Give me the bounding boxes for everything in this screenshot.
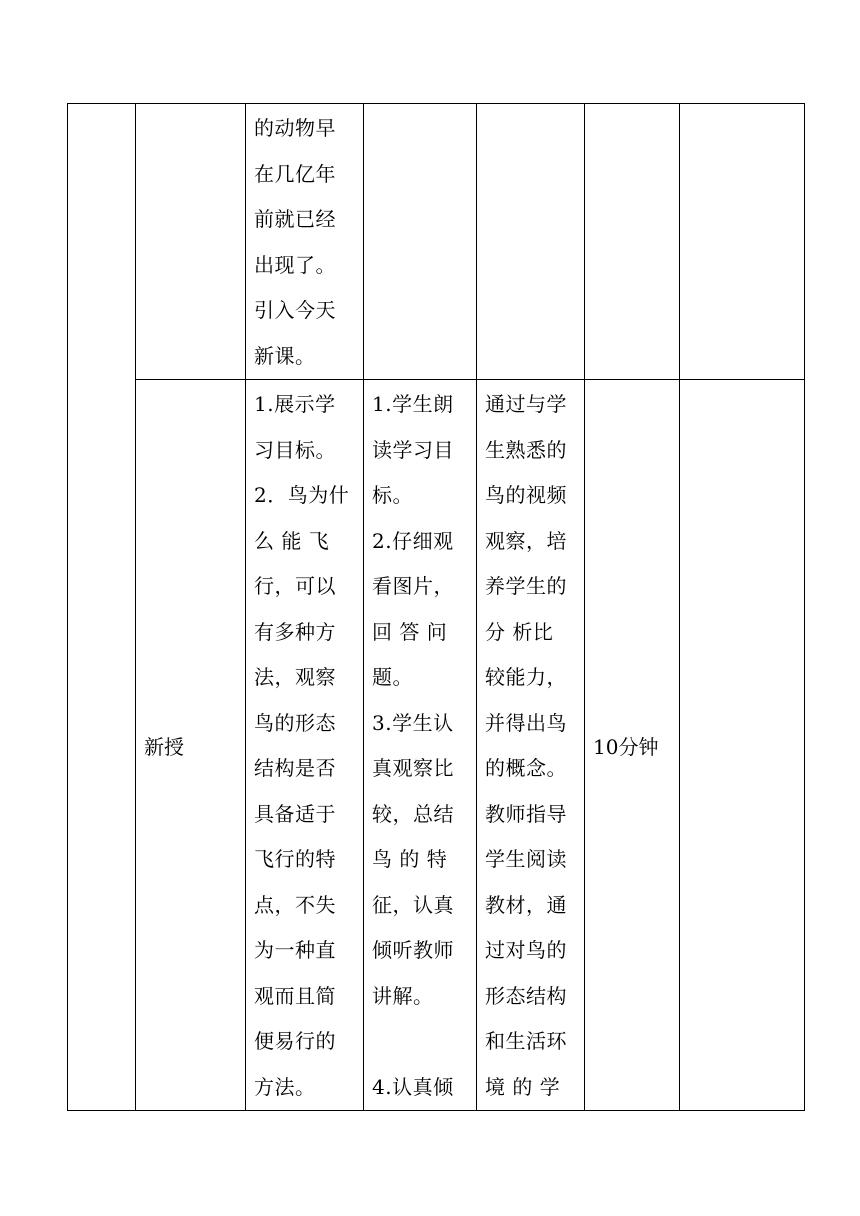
lesson-plan-table (67, 103, 805, 1111)
table-cell (136, 104, 246, 380)
table-cell (477, 104, 585, 380)
table-row (68, 380, 805, 1111)
table-cell (680, 380, 805, 1111)
table-cell-student-activity (364, 380, 477, 1111)
table-cell (585, 104, 680, 380)
table-cell-stage (136, 380, 246, 1111)
table-cell-design-intent (477, 380, 585, 1111)
stage-label: 新授 (144, 734, 184, 759)
design-intent-text: 通过与学 生熟悉的 鸟的视频 观察，培 养学生的 分 析比 较能力， 并得出鸟 的概念。 教师指导 学生阅读 教材，通 过对鸟的 形态结构 和生活环 境 的 学 (485, 392, 567, 1099)
time-label: 10分钟 (593, 734, 659, 759)
table-cell-time (585, 380, 680, 1111)
intro-text: 的动物早 在几亿年 前就已经 出现了。 引入今天 新课。 (254, 116, 336, 368)
table-cell-teacher-activity (246, 104, 364, 380)
table-cell (680, 104, 805, 380)
table-row (68, 104, 805, 380)
table-cell-teacher-activity (246, 380, 364, 1111)
student-activity-text: 1.学生朗 读学习目 标。 2.仔细观 看图片， 回 答 问 题。 3.学生认 真观察比 较，总结 鸟 的 特 征，认真 倾听教师 讲解。 4.认真倾 (372, 392, 454, 1099)
table-cell-section (68, 104, 136, 1111)
table-cell (364, 104, 477, 380)
teacher-activity-text: 1.展示学 习目标。 2．鸟为什 么 能 飞 行，可以 有多种方 法，观察 鸟的形态 结构是否 具备适于 飞行的特 点，不失 为一种直 观而且简 便易行的 方法。 (254, 392, 350, 1099)
